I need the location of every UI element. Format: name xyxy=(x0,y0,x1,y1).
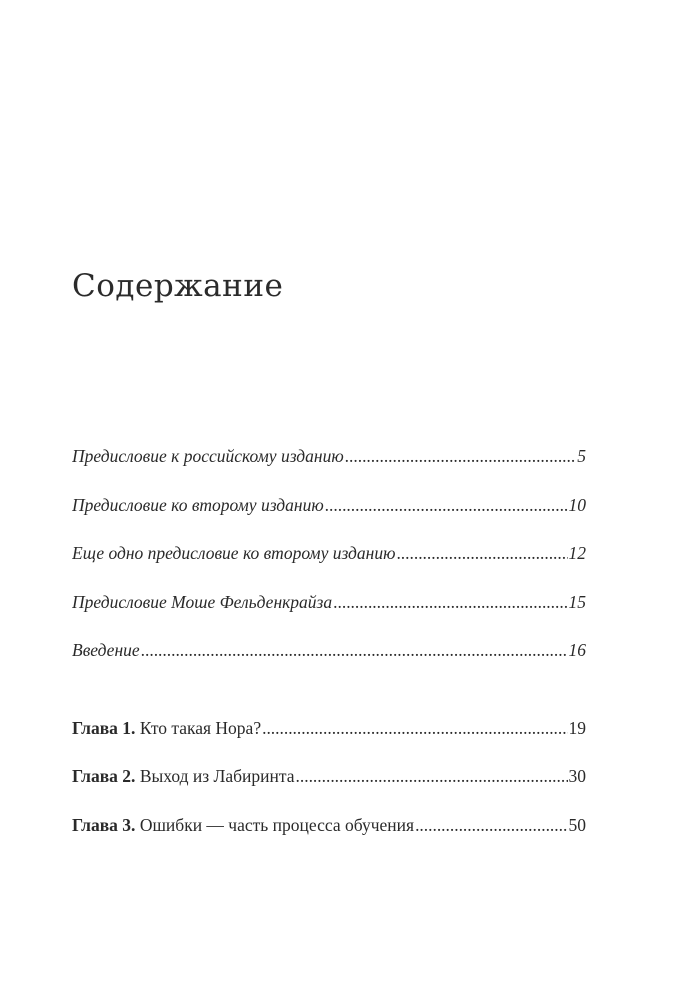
toc-entry-chapter-3[interactable] xyxy=(72,815,586,864)
toc-entry-label: Введение xyxy=(72,640,140,660)
toc-leader-dots xyxy=(333,592,567,613)
table-of-contents xyxy=(72,446,586,863)
toc-entry-label xyxy=(72,718,261,739)
chapter-number: Глава 2. xyxy=(72,766,136,786)
page-title: Содержание xyxy=(72,268,284,304)
chapter-title: Кто такая Нора? xyxy=(135,717,262,738)
toc-entry-label: Предисловие к российскому изданию xyxy=(72,446,344,466)
toc-entry-label: Еще одно предисловие ко второму изданию xyxy=(72,543,396,563)
toc-leader-dots xyxy=(345,446,577,467)
toc-entry-preface-another[interactable] xyxy=(72,543,586,592)
chapter-title: Ошибки — часть процесса обучения xyxy=(135,814,415,835)
chapter-title: Выход из Лабиринта xyxy=(135,766,295,786)
toc-leader-dots xyxy=(141,640,568,661)
toc-page-number: 10 xyxy=(568,494,586,515)
toc-entry-preface-second[interactable] xyxy=(72,495,586,544)
section-gap xyxy=(72,689,586,718)
chapter-number: Глава 3. xyxy=(72,814,136,835)
toc-leader-dots xyxy=(296,766,568,787)
toc-page-number: 19 xyxy=(568,717,586,738)
toc-entry-preface-russian[interactable] xyxy=(72,446,586,495)
toc-page-number: 30 xyxy=(568,766,586,786)
toc-entry-label: Предисловие Моше Фельденкрайза xyxy=(72,591,333,612)
chapter-number: Глава 1. xyxy=(72,717,136,738)
toc-leader-dots xyxy=(415,815,567,836)
toc-page-number: 16 xyxy=(568,640,586,660)
toc-entry-label: Предисловие ко второму изданию xyxy=(72,494,324,515)
toc-page-number: 5 xyxy=(577,446,586,466)
toc-leader-dots xyxy=(396,543,567,564)
toc-page-number: 50 xyxy=(568,814,586,835)
toc-entry-preface-feldenkrais[interactable] xyxy=(72,592,586,641)
toc-page-number: 15 xyxy=(568,591,586,612)
toc-leader-dots xyxy=(262,718,567,739)
toc-entry-chapter-2[interactable] xyxy=(72,766,586,815)
toc-page-number: 12 xyxy=(568,543,586,563)
toc-entry-chapter-1[interactable] xyxy=(72,718,586,767)
toc-entry-label xyxy=(72,815,414,836)
toc-entry-introduction[interactable] xyxy=(72,640,586,689)
toc-leader-dots xyxy=(325,495,568,516)
toc-entry-label xyxy=(72,766,295,787)
